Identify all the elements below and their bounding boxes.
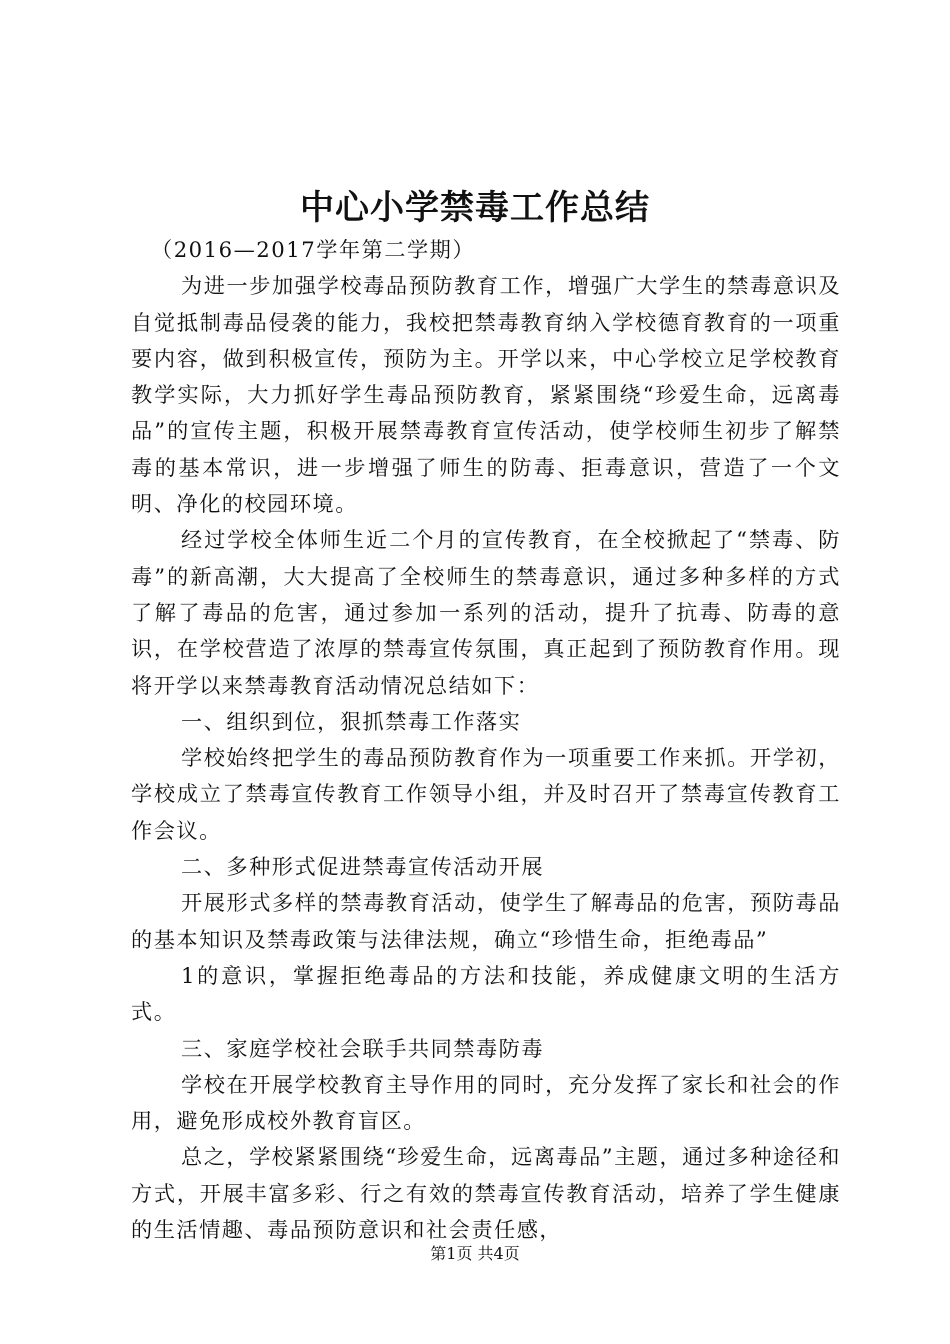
paragraph-intro: 为进一步加强学校毒品预防教育工作，增强广大学生的禁毒意识及自觉抵制毒品侵袭的能力，我校把禁毒教育纳入学校德育教育的一项重要内容，做到积极宣传，预防为主。开学以来，中心学校立足学校教育教学实际，大力抓好学生毒品预防教育，紧紧围绕“珍爱生命，远离毒品”的宣传主题，积极开展禁毒教育宣传活动，使学校师生初步了解禁毒的基本常识，进一步增强了师生的防毒、拒毒意识，营造了一个文明、净化的校园环境。 [131, 273, 841, 517]
paragraph-conclusion: 总之，学校紧紧围绕“珍爱生命，远离毒品”主题，通过多种途径和方式，开展丰富多彩、行之有效的禁毒宣传教育活动，培养了学生健康的生活情趣、毒品预防意识和社会责任感， [131, 1144, 841, 1243]
section-heading-3: 三、家庭学校社会联手共同禁毒防毒 [181, 1035, 545, 1061]
section-heading-1: 一、组织到位，狠抓禁毒工作落实 [181, 708, 522, 734]
paragraph-section-3: 学校在开展学校教育主导作用的同时，充分发挥了家长和社会的作用，避免形成校外教育盲区。 [131, 1071, 841, 1134]
paragraph-section-2: 开展形式多样的禁毒教育活动，使学生了解毒品的危害，预防毒品的基本知识及禁毒政策与法律法规，确立“珍惜生命，拒绝毒品” [131, 890, 841, 952]
page-number-footer: 第1页 共4页 [430, 1244, 520, 1263]
paragraph-section-2-continued: 1的意识，掌握拒绝毒品的方法和技能，养成健康文明的生活方式。 [131, 962, 841, 1025]
section-heading-2: 二、多种形式促进禁毒宣传活动开展 [181, 854, 545, 880]
document-subtitle: （2016—2017学年第二学期） [151, 237, 476, 262]
paragraph-summary: 经过学校全体师生近二个月的宣传教育，在全校掀起了“禁毒、防毒”的新高潮，大大提高了全校师生的禁毒意识，通过多种多样的方式了解了毒品的危害，通过参加一系列的活动，提升了抗毒、防毒的意识，在学校营造了浓厚的禁毒宣传氛围，真正起到了预防教育作用。现将开学以来禁毒教育活动情况总结如下： [131, 527, 841, 698]
document-body [131, 232, 841, 1248]
document-title: 中心小学禁毒工作总结 [300, 188, 650, 228]
paragraph-section-1: 学校始终把学生的毒品预防教育作为一项重要工作来抓。开学初，学校成立了禁毒宣传教育工作领导小组，并及时召开了禁毒宣传教育工作会议。 [131, 745, 841, 843]
